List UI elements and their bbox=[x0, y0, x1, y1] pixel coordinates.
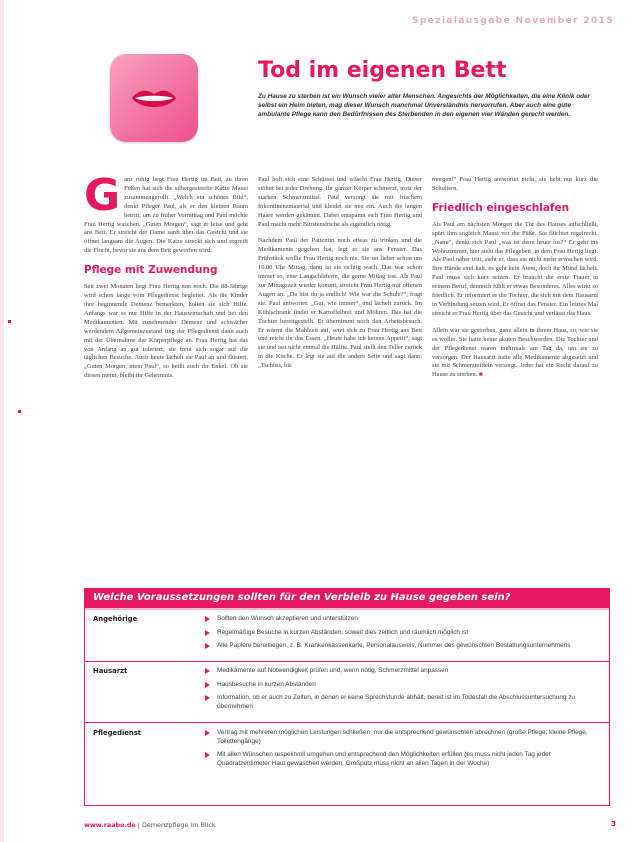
paragraph-text: Allein war sie gestorben, ganz allein in ihrem Haus, so, wie sie es wollte. Sie hatte keine akuten Beschwerden. Die Tochter und der Pflegedienst waren mehrmals am Tag da, um sie zu versorgen. Der Hausarzt hatte alle Medikamente abgesetzt und sie mit Schmerzmitteln versorgt. Jeder hat ein Recht darauf zu Hause zu sterben. bbox=[432, 326, 598, 379]
footer bbox=[84, 821, 216, 829]
list-item bbox=[205, 615, 601, 624]
list-item-text: Mit allen Wünschen respektvoll umgehen und entsprechend den Möglichkeiten erfüllen (es muss nicht jeden Tag jeder Quadratzentimeter Haut gewaschen werden; Großputz muss nicht an allen Tagen in der Woche) bbox=[217, 751, 551, 767]
list-item bbox=[205, 751, 601, 768]
info-box-header bbox=[85, 589, 609, 610]
paragraph: anz ruhig liegt Frau Hertig im Bett, zu ihren Füßen hat sich die silbergestreifte Katze Mausi zusammengerollt. „Welch ein schönes Bild“, denkt Pfleger Paul, als er den kleinen Raum betritt, um zu früher Vormittag und Paul möchte Frau Hertig waschen. „Guten Morgen“, sagt er leise und geht ans Bett. Er streicht der Dame sanft über das Gesicht und sie öffnet langsam die Augen. Die Katze streckt sich und ergreift die Flucht, bevor sie aus dem Bett geworfen wird. bbox=[84, 176, 248, 255]
section-heading: Friedlich eingeschlafen bbox=[432, 201, 570, 214]
bullet-arrow-icon bbox=[205, 668, 210, 674]
page-title: Tod im eigenen Bett bbox=[258, 58, 507, 83]
paragraph bbox=[432, 327, 598, 380]
paragraph: Als Paul am nächsten Morgen die Tür des Hauses aufschließt, spürt ihm sogleich Mausi vor die Füße. Sie flüchtet regelrecht. „Nanu“, denkt sich Paul „was ist denn heute los?“ Er geht ins Wohnzimmer, hier steht das Pflegebett, in dem Frau Hertig liegt. Als Paul näher tritt, sieht er, dass sie nicht mehr erwachen wird. Ihre Hände sind kalt, es geht kein Atem, doch ihr Mund lächelt. Paul muss sich kurz setzen. Er braucht die erste Trauer in seinem Beruf, dennoch fühlt er etwas Besonderes. Alles wirkt so friedlich. Er informiert er die Tochter, die sich mit dem Hausarzt in Verbindung setzen wird. Er öffnet das Fenster. Ein letztes Mal streicht er Frau Hertig über das Gesicht und verlässt das Haus. bbox=[432, 220, 598, 317]
bullet-arrow-icon bbox=[205, 730, 210, 736]
list-item bbox=[205, 729, 601, 746]
bullet-arrow-icon bbox=[205, 695, 210, 701]
footer-title: Demenzpflege im Blick bbox=[141, 821, 216, 829]
list-item-text: Regelmäßige Besuche in kurzen Abständen, soweit dies zeitlich und räumlich möglich ist bbox=[217, 628, 469, 636]
article-column-3 bbox=[432, 176, 598, 380]
list-item-text: Hausbesuche in kurzen Abständen bbox=[217, 680, 316, 688]
list-item-text: Information, ob er auch zu Zeiten, in denen er keine Sprechstunde abhält, bereit ist im Todesfall die Abschlussuntersuchung zu übernehmen bbox=[217, 694, 575, 710]
drop-cap: G bbox=[84, 170, 121, 221]
bullet-arrow-icon bbox=[205, 616, 210, 622]
list-item-text: Medikamente auf Notwendigkeit prüfen und, wenn nötig, Schmerzmittel anpassen bbox=[217, 667, 449, 674]
mouth-logo bbox=[110, 54, 198, 142]
list-item bbox=[205, 629, 601, 638]
list-item bbox=[205, 642, 601, 651]
section-label: Hausarzt bbox=[93, 667, 128, 675]
paragraph: Seit zwei Monaten liegt Frau Hertig nun noch. Die 88-Jährige wird schon lange vom Pflegedienst begleitet. Als die Kinder ihre beginnende Demenz bemerkten, holten sie sich Hilfe. Anfangs war es nur Hilfe in der Hauswirtschaft und bei den Medikamenten. Mit zunehmender Demenz und schwächer werdendem Allgemeinzustand fing der Pflegedienst dann auch mit der Übernahme der Körperpflege an. Frau Hertig hat das von Anfang an gut toleriert, sie freut sich sogar auf die täglichen Besuche. Auch heute lächelt sie Paul an und flüstert: „Guten Morgen, mein Paul“, so heißt auch ihr Enkel. Ob sie diesen meint, bleibt ihr Geheimnis. bbox=[84, 283, 248, 380]
paragraph: Paul holt sich eine Schüssel und wäscht Frau Hertig. Dieser stöhnt bei jeder Drehung. Ihr ganzer Körper schmerzt, trotz der starken Schmerzmittel. Paul versorgt sie mit frischem Inkontinenzmaterial und kleidet sie neu ein. Auch die langen Haare werden gekämmt. Dabei entspannt sich Frau Hertig und Paul macht mehr Bürstenstriche als eigentlich nötig. bbox=[258, 176, 422, 228]
section-divider bbox=[85, 661, 609, 662]
bullet-arrow-icon bbox=[205, 752, 210, 758]
page-number: 3 bbox=[611, 820, 616, 828]
article-column-2 bbox=[258, 176, 422, 371]
intro-text: Zu Hause zu sterben ist ein Wunsch vieler alter Menschen. Angesichts der Möglichkeiten, die eine Klinik oder selbst ein Heim bieten, mag dieser Wunsch manchmal Unverständnis hervorrufen. Aber auch eine gute ambulante Pflege kann den Bedürfnissen des Sterbenden in den eigenen vier Wänden gerecht werden. bbox=[258, 93, 591, 118]
section-label: Angehörige bbox=[93, 615, 138, 623]
info-box-title: Welche Voraussetzungen sollten für den Verbleib zu Hause gegeben sein? bbox=[93, 592, 511, 603]
bullet-arrow-icon bbox=[205, 682, 210, 688]
list-item bbox=[205, 694, 601, 711]
end-mark: ■ bbox=[478, 371, 483, 379]
list-item bbox=[205, 667, 601, 676]
list-item-text: Sollten den Wunsch akzeptieren und unterstützen bbox=[217, 615, 358, 622]
section-divider bbox=[85, 722, 609, 723]
margin-mark bbox=[18, 410, 21, 413]
list-item bbox=[205, 681, 601, 690]
bullet-arrow-icon bbox=[205, 630, 210, 636]
list-item-text: Alle Papiere bereitliegen, z. B. Krankenkassenkarte, Personalausweis, Nummer des gewünschten Bestattungsunternehmens bbox=[217, 642, 571, 650]
bullet-list bbox=[205, 615, 601, 656]
margin-mark bbox=[8, 320, 11, 323]
article-column-1 bbox=[84, 170, 248, 381]
paragraph: morgen!“ Frau Hertig antwortet nicht, sie hebt nur kurz die Schultern. bbox=[432, 176, 598, 192]
lips-icon bbox=[110, 54, 198, 142]
footer-separator: | bbox=[135, 821, 142, 829]
bullet-list bbox=[205, 667, 601, 716]
page-edge bbox=[0, 0, 4, 842]
bullet-list bbox=[205, 729, 601, 773]
list-item-text: Vertrag mit mehreren möglichen Leistungen schließen, nur die entsprechend gewünschten abrechnen (große Pflege, kleine Pflege, Toilettengänge) bbox=[217, 729, 588, 745]
footer-site-link[interactable]: www.raabe.de bbox=[84, 821, 136, 829]
edition-label: Spezialausgabe November 2015 bbox=[412, 16, 614, 26]
bullet-arrow-icon bbox=[205, 643, 210, 649]
section-label: Pflegedienst bbox=[93, 729, 142, 737]
section-heading: Pflege mit Zuwendung bbox=[84, 264, 218, 277]
paragraph: Nachdem Paul der Patientin noch etwas zu trinken und die Medikamente gegeben hat, legt er sie ans Fenster. Das Frühstück wollte Frau Hertig noch nie. Sie sei lieber schon um 10.00 Uhr Mittag, dann ist sie richtig wach. Das war schon immer so, eine Langschläferin, die gerne Mittag isst. Als Paul zur Mittagszeit wieder kommt, streicht Frau Hertig mit offenen Augen an. „Da bist du ja endlich! Wie war die Schule?“, fragt sie. Paul antwortet: „Gut, wie immer“, und lächelt zurück. Im Kühlschrank findet er Kartoffelbrei und Möhren. Das hat die Tochter bereitgestellt. Er übernimmt noch den Arbeitsbesuch. Er wärmt die Mahlzeit auf, setzt sich zu Frau Hertig ans Bett und reicht ihr das Essen. „Heute habe ich keinen Appetit“, sagt sie und isst nicht einmal die Hälfte. Paul stellt den Teller zurück in die Küche. Er legt sie auf die andere Seite und sagt dann: „Tschüss, bis bbox=[258, 237, 422, 370]
info-box bbox=[84, 588, 610, 806]
